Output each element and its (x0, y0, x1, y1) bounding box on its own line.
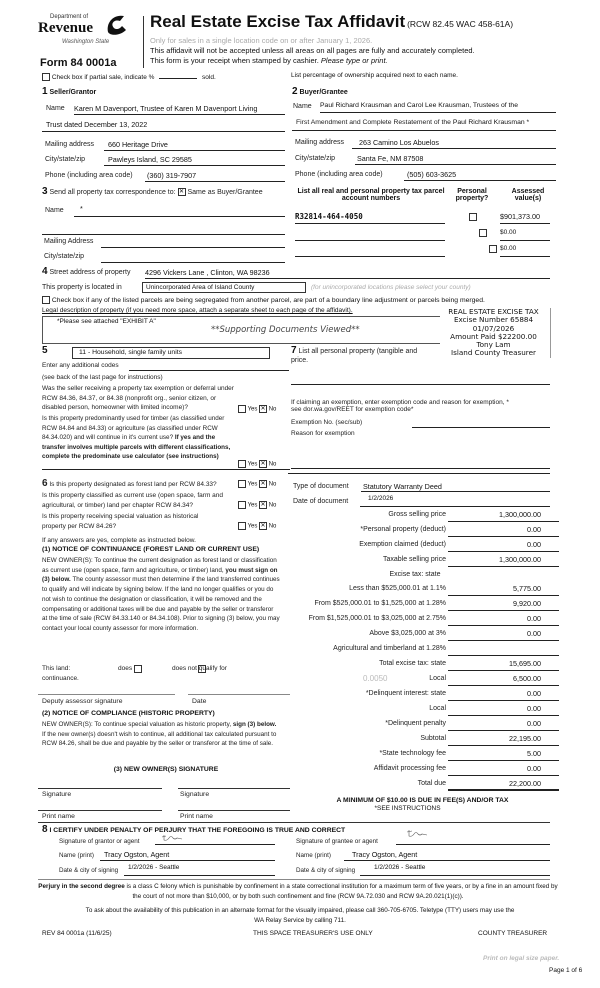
correspondence-row: 3 Send all property tax correspondence to: ✕ Same as Buyer/Grantee (42, 186, 263, 197)
current-use-yes-checkbox[interactable] (238, 501, 246, 509)
notice-compliance-title: (2) NOTICE OF COMPLIANCE (HISTORIC PROPERTY) (42, 710, 215, 717)
property-street-row: 4 Street address of property (42, 266, 131, 277)
owner-signature-label-2: Signature (180, 791, 210, 798)
section-divider (42, 469, 290, 470)
seller-mailing-label: Mailing address (45, 141, 95, 148)
owner-signature-line-2[interactable] (178, 788, 290, 789)
form-number: Form 84 0001a (40, 57, 117, 69)
notice-3: This form is your receipt when stamped by cashier. Please type or print. (150, 56, 388, 65)
see-back-note: (see back of the last page for instructions) (42, 374, 163, 381)
ownership-note: List percentage of ownership acquired next to each name. (291, 72, 458, 79)
grantor-signature-label: Signature of grantor or agent (59, 838, 140, 845)
assessed-value-input[interactable]: $901,373.00 (500, 212, 550, 224)
seller-section-title: 1 Seller/Grantor (42, 86, 97, 97)
forest-land-yes-no: Yes ✕ No (238, 480, 276, 488)
correspondence-city-input[interactable] (101, 253, 285, 263)
tax-row: Above $3,025,000 at 3% 0.00 (285, 628, 555, 643)
forest-yes-checkbox[interactable] (238, 480, 246, 488)
tax-row: Agricultural and timberland at 1.28% (285, 643, 555, 658)
logo-main-text: Revenue (38, 20, 93, 36)
owner-print-line-1[interactable] (38, 810, 162, 811)
page-title: Real Estate Excise Tax Affidavit (RCW 82.45 WAC 458-61A) (150, 12, 514, 31)
property-located-hint: (for unincorporated locations please select your county) (311, 284, 471, 291)
same-as-buyer-checkbox[interactable] (178, 188, 186, 196)
technology-fee: 5.00 (448, 749, 559, 761)
document-date-input[interactable]: 1/2/2026 (360, 495, 550, 507)
timber-yes-checkbox[interactable] (238, 460, 246, 468)
grantee-signature-label: Signature of grantee or agent (296, 838, 378, 845)
seller-mailing-input[interactable]: 660 Heritage Drive (104, 140, 285, 151)
total-due: 22,200.00 (448, 779, 559, 791)
section-5-number: 5 (42, 345, 48, 356)
partial-sale-row: Check box if partial sale, indicate % sold. (42, 71, 216, 81)
continuance-label: continuance. (42, 675, 79, 682)
processing-fee: 0.00 (448, 764, 559, 776)
parcel-number-input[interactable] (295, 245, 445, 257)
tax-calculation-table (285, 509, 555, 793)
exemption-number-label: Exemption No. (sec/sub) (291, 419, 363, 426)
perjury-notice: Perjury in the second degree is a class C felony which is punishable by confinement in a state correctional institution for a maximum term of five years, or by a fine in an amount fixed by the court of not more than $10,000, or by both such confinement and fine (RCW 9A.72.030 and RCW 9A.20.021(1)(c)). (38, 883, 558, 900)
forest-no-checkbox[interactable] (259, 480, 267, 488)
dor-logo (38, 10, 138, 55)
treasurer-use-label: THIS SPACE TREASURER'S USE ONLY (253, 930, 373, 937)
treasurer-stamp: REAL ESTATE EXCISE TAX Excise Number 65884 01/07/2026 Amount Paid $22200.00 Tony Lam Island County Treasurer (437, 308, 551, 358)
exemption-note: If claiming an exemption, enter exemption code and reason for exemption, * see dor.wa.gov/REET for exemption code* (291, 399, 509, 413)
notice-1: Only for sales in a single location code on or after January 1, 2026. (150, 36, 373, 45)
deputy-date-label: Date (192, 698, 207, 705)
tax-row: *State technology fee 5.00 (285, 748, 555, 763)
timber-question: Is this property predominantly used for timber (as classified under RCW 84.84 and 84.33) or agriculture (as classified under RCW 84.34.020) and will continue in it's current use? If yes and the transfer involves multiple parcels with different classifications, complete the predominate use calculator (see instructions) (42, 415, 231, 460)
document-date-label: Date of document (293, 498, 349, 505)
see-instructions-note: *SEE INSTRUCTIONS (374, 805, 441, 812)
tax-row: Excise tax: state (389, 571, 441, 578)
if-yes-note: If any answers are yes, complete as instructed below. (42, 537, 196, 544)
land-use-code-select[interactable]: 11 - Household, single family units (72, 347, 270, 359)
tax-row: *Personal property (deduct) 0.00 (285, 524, 555, 539)
timber-no-checkbox[interactable] (259, 460, 267, 468)
form-revision: REV 84 0001a (11/6/25) (42, 930, 112, 937)
notice-continuance-text: NEW OWNER(S): To continue the current designation as forest land or classification as current use (open space, farm and agriculture, or timber) land, you must sign on (3) below. The county assessor must then determine if the land transferred continues to qualify and will indicate by signing below. If the land no longer qualifies or you do not wish to continue the designation or classification, it will be removed and the compensating or additional taxes will be due and payable by the seller or transferor at the time of sale (RCW 84.33.140 or 84.34.108). Prior to signing (3) below, you may contact your local county assessor for more information. (42, 557, 280, 632)
buyer-mailing-label: Mailing address (295, 139, 345, 146)
grantor-signature-input[interactable] (155, 835, 275, 845)
section-7-label: 7 List all personal property (tangible and (291, 345, 418, 356)
grantee-name-label: Name (print) (296, 852, 331, 859)
personal-property-header: Personal property? (455, 188, 489, 202)
correspondence-name-label: Name (45, 207, 64, 214)
section-divider-right (288, 473, 550, 474)
section-8-divider (38, 822, 550, 823)
historic-yes-no: Yes ✕ No (238, 522, 276, 530)
section-7-label-cont: price. (291, 357, 309, 364)
segregated-checkbox[interactable] (42, 296, 50, 304)
signature-scribble-icon (161, 834, 183, 842)
current-use-yes-no: Yes ✕ No (238, 501, 276, 509)
assessed-value-header: Assessed value(s) (511, 188, 545, 202)
tax-row: Affidavit processing fee 0.00 (285, 763, 555, 778)
parcel-number-input[interactable]: R32814-464-4050 (295, 212, 445, 224)
subtotal: 22,195.00 (448, 734, 559, 746)
personal-property-list-input[interactable] (291, 384, 550, 385)
local-tax: 6,500.00 (448, 674, 559, 686)
exemption-question: Was the seller receiving a property tax exemption or deferral under RCW 84.36, 84.37, or 84.38 (nonprofit org., senior citizen, or disabled person, homeowner with limited income)? (42, 385, 234, 411)
correspondence-name-input[interactable]: * (74, 204, 285, 217)
county-treasurer-label: COUNTY TREASURER (478, 930, 548, 937)
tier-1-tax: 5,775.00 (448, 584, 559, 596)
total-state-tax: 15,695.00 (448, 659, 559, 671)
current-use-no-checkbox[interactable] (259, 501, 267, 509)
historic-question: Is this property receiving special valuation as historical property per RCW 84.26? (42, 513, 199, 530)
personal-property-checkbox[interactable] (489, 245, 497, 253)
does-qualify-checkbox[interactable] (134, 665, 142, 673)
seller-city-input[interactable]: Pawleys Island, SC 29585 (104, 155, 285, 166)
owner-signature-label-1: Signature (42, 791, 72, 798)
certify-title: 8 I CERTIFY UNDER PENALTY OF PERJURY THAT THE FOREGOING IS TRUE AND CORRECT (42, 824, 346, 835)
owner-print-label-2: Print name (180, 813, 213, 820)
buyer-mailing-input[interactable]: 263 Camino Los Abuelos (352, 138, 556, 149)
historic-yes-checkbox[interactable] (238, 522, 246, 530)
grantor-date-input[interactable]: 1/2/2026 - Seattle (124, 864, 275, 876)
owner-print-label-1: Print name (42, 813, 75, 820)
legal-description-box[interactable]: *Please see attached "EXHIBIT A" **Supporting Documents Viewed** (42, 316, 440, 344)
segregated-row: Check box if any of the listed parcels are being segregated from another parcel, are part of a boundary line adjustment or parcels being merged. (42, 296, 485, 304)
deputy-signature-label: Deputy assessor signature (42, 698, 123, 705)
tax-row: Subtotal 22,195.00 (285, 733, 555, 748)
tax-row: Total excise tax: state 15,695.00 (285, 658, 555, 673)
exemption-yes-checkbox[interactable] (238, 405, 246, 413)
tax-row: *Delinquent interest: state 0.00 (285, 688, 555, 703)
additional-codes-input[interactable] (129, 362, 289, 371)
deputy-signature-line[interactable] (38, 694, 175, 695)
historic-no-checkbox[interactable] (259, 522, 267, 530)
delinquent-interest-local-input[interactable]: 0.00 (448, 704, 559, 716)
signature-scribble-icon (406, 829, 428, 839)
alt-format-notice: To ask about the availability of this publication in an alternate format for the visually impaired, please call 360-705-6705. Teletype (TTY) users may use the WA Relay Service by calling 711. (85, 907, 515, 924)
grantee-signature-input[interactable] (396, 834, 550, 845)
gross-selling-price-input[interactable]: 1,300,000.00 (448, 510, 559, 522)
current-use-question: Is this property classified as current use (open space, farm and agricultural, or timber) land per chapter RCW 84.34? (42, 492, 224, 509)
notice-continuance-title: (1) NOTICE OF CONTINUANCE (FOREST LAND OR CURRENT USE) (42, 546, 260, 553)
supporting-docs-note: **Supporting Documents Viewed** (211, 325, 360, 335)
assessed-value-input[interactable]: $0.00 (500, 245, 550, 257)
correspondence-mailing-input[interactable] (101, 238, 285, 248)
personal-property-checkbox[interactable] (479, 229, 487, 237)
tax-row: Less than $525,000.01 at 1.1% 5,775.00 (285, 583, 555, 598)
minimum-due-note: A MINIMUM OF $10.00 IS DUE IN FEE(S) AND/OR TAX (336, 797, 509, 804)
seller-phone-label: Phone (including area code) (45, 172, 133, 179)
tax-row: *Delinquent penalty 0.00 (285, 718, 555, 733)
legal-description-label: Legal description of property (if you need more space, attach a separate sheet to each page of the affidavit). (42, 307, 353, 314)
notice-2: This affidavit will not be accepted unless all areas on all pages are fully and accurately completed. (150, 46, 475, 55)
property-located-label: This property is located in (42, 284, 122, 291)
grantee-date-label: Date & city of signing (296, 867, 356, 874)
grantee-name-input[interactable]: Tracy Ogston, Agent (344, 850, 550, 861)
timber-yes-no: Yes ✕ No (238, 460, 276, 468)
legal-paper-note: Print on legal size paper. (483, 955, 560, 962)
does-not-label: does not qualify for (172, 665, 227, 672)
owner-print-line-2[interactable] (178, 810, 290, 811)
footer-divider (38, 879, 550, 880)
seller-name-line1[interactable]: Karen M Davenport, Trustee of Karen M Davenport Living (74, 104, 285, 115)
correspondence-city-label: City/state/zip (44, 253, 85, 260)
parcel-number-input[interactable] (295, 229, 445, 241)
seller-name-line2[interactable]: Trust dated December 13, 2022 (42, 120, 285, 132)
buyer-name-label: Name (293, 103, 312, 110)
owner-signature-line-1[interactable] (38, 788, 162, 789)
logo-swirl-icon (104, 12, 128, 36)
exemption-reason-input[interactable] (291, 468, 550, 469)
property-street-input[interactable]: 4296 Vickers Lane , Clinton, WA 98236 (145, 268, 550, 279)
delinquent-interest-state-input[interactable]: 0.00 (448, 689, 559, 701)
tax-row: 0.0050 Local 6,500.00 (285, 673, 555, 688)
document-type-label: Type of document (293, 483, 349, 490)
tax-row: From $525,000.01 to $1,525,000 at 1.28% 9,920.00 (285, 598, 555, 613)
seller-name-label: Name (46, 105, 65, 112)
partial-sale-checkbox[interactable] (42, 73, 50, 81)
personal-property-deduct-input[interactable]: 0.00 (448, 525, 559, 537)
exemption-reason-label: Reason for exemption (291, 430, 355, 437)
page-number: Page 1 of 6 (549, 967, 583, 974)
notice-compliance-text: NEW OWNER(S): To continue special valuation as historic property, sign (3) below. If the new owner(s) doesn't wish to continue, all additional tax calculated pursuant to RCW 84.26, shall be due and payable by the seller or transferor at the time of sale. (42, 721, 277, 748)
exemption-yes-no: Yes ✕ No (238, 405, 276, 413)
correspondence-mailing-label: Mailing Address (44, 238, 94, 245)
new-owner-signature-title: (3) NEW OWNER(S) SIGNATURE (113, 766, 219, 773)
buyer-phone-label: Phone (including area code) (295, 171, 383, 178)
does-label: does (118, 665, 133, 672)
this-land-label: This land: (42, 665, 71, 672)
grantee-date-input[interactable]: 1/2/2026 - Seattle (360, 864, 550, 876)
tax-row: Gross selling price 1,300,000.00 (285, 509, 555, 524)
parcel-header: List all real and personal property tax parcel account numbers (297, 188, 445, 202)
tax-row: Taxable selling price 1,300,000.00 (285, 554, 555, 569)
assessed-value-input[interactable]: $0.00 (500, 229, 550, 241)
personal-property-checkbox[interactable] (469, 213, 477, 221)
logo-sub-text: Washington State (62, 39, 110, 45)
buyer-phone-input[interactable]: (505) 603-3625 (404, 170, 556, 181)
tier-4-tax: 0.00 (448, 629, 559, 641)
seller-phone-input[interactable]: (360) 319-7907 (145, 171, 285, 182)
exemption-number-input[interactable] (412, 420, 550, 428)
property-located-select[interactable]: Unincorporated Area of Island County (142, 282, 306, 293)
partial-sale-percent-input[interactable] (159, 71, 197, 79)
seller-city-label: City/state/zip (45, 156, 86, 163)
correspondence-name-line2[interactable] (42, 223, 285, 235)
tier-3-tax: 0.00 (448, 614, 559, 626)
document-type-input[interactable]: Statutory Warranty Deed (361, 482, 550, 492)
tax-row: From $1,525,000.01 to $3,025,000 at 2.75% 0.00 (285, 613, 555, 628)
grantor-name-label: Name (print) (59, 852, 94, 859)
taxable-selling-price: 1,300,000.00 (448, 555, 559, 567)
tax-row: Exemption claimed (deduct) 0.00 (285, 539, 555, 554)
agricultural-tax-input[interactable] (448, 644, 559, 656)
local-rate: 0.0050 (363, 674, 388, 683)
delinquent-penalty-input[interactable]: 0.00 (448, 719, 559, 731)
exemption-no-checkbox[interactable] (259, 405, 267, 413)
grantor-name-input[interactable]: Tracy Ogston, Agent (100, 850, 275, 861)
buyer-name-line2[interactable]: First Amendment and Complete Restatement of the Paul Richard Krausman * (292, 119, 556, 131)
buyer-name-line1[interactable]: Paul Richard Krausman and Carol Lee Krausman, Trustees of the (320, 102, 556, 113)
buyer-section-title: 2 Buyer/Grantee (292, 86, 348, 97)
buyer-city-label: City/state/zip (295, 155, 336, 162)
buyer-city-input[interactable]: Santa Fe, NM 87508 (355, 154, 556, 165)
logo-top-text: Department of (50, 14, 89, 20)
header-divider (143, 16, 144, 68)
tax-row: Local 0.00 (285, 703, 555, 718)
tier-2-tax: 9,920.00 (448, 599, 559, 611)
forest-land-question: 6 Is this property designated as forest land per RCW 84.33? (42, 478, 217, 489)
tax-row: Total due 22,200.00 (285, 778, 555, 793)
additional-codes-label: Enter any additional codes (42, 362, 119, 369)
grantor-date-label: Date & city of signing (59, 867, 119, 874)
deputy-date-line[interactable] (188, 694, 290, 695)
exemption-deduct-input[interactable]: 0.00 (448, 540, 559, 552)
